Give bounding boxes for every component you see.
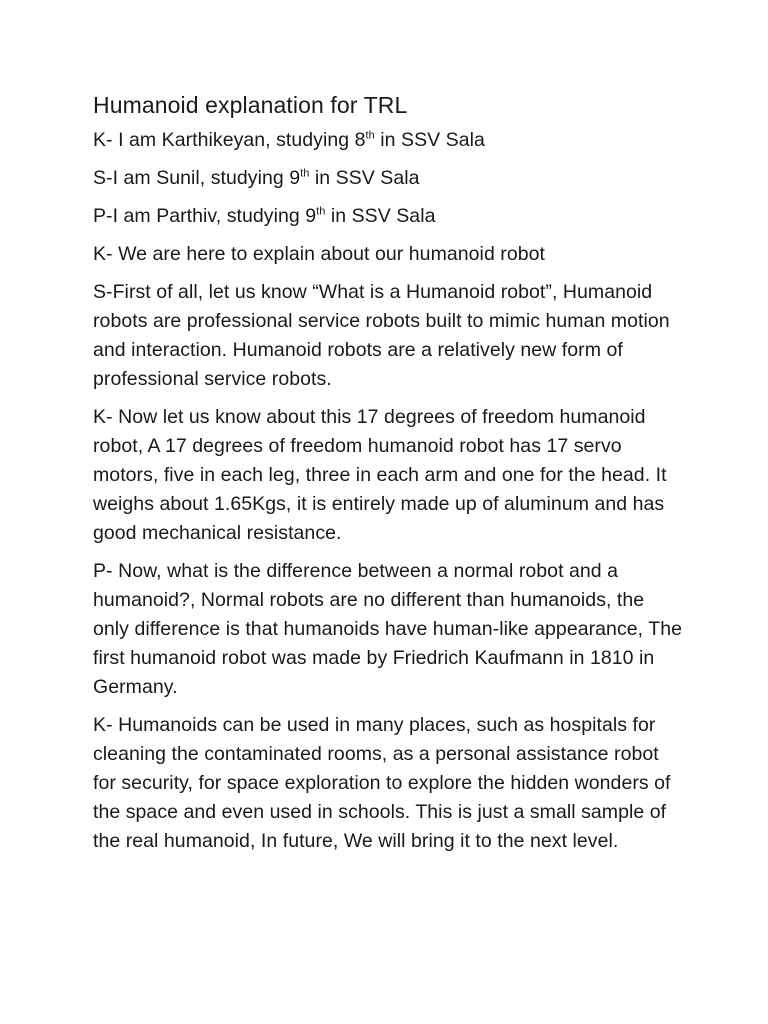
paragraph-definition: S-First of all, let us know “What is a Humanoid robot”, Humanoid robots are professional service robots built to mimic human motion and interaction. Humanoid robots are a relatively new form of professional service robots. [93,281,670,390]
intro-parthiv [93,202,683,231]
intro-school: in SSV Sala [374,129,485,151]
ordinal-suffix: th [300,167,310,180]
document-title: Humanoid explanation for TRL [93,92,408,118]
paragraph-difference: P- Now, what is the difference between a normal robot and a humanoid?, Normal robots are no different than humanoids, the only difference is that humanoids have human-like appearance, The first humanoid robot was made by Friedrich Kaufmann in 1810 in Germany. [93,560,682,698]
paragraph-purpose: K- We are here to explain about our humanoid robot [93,243,545,265]
ordinal-suffix: th [316,205,326,218]
intro-sunil [93,164,683,193]
intro-text: K- I am Karthikeyan, studying 8 [93,129,366,151]
document-page [93,88,683,865]
paragraph-uses: K- Humanoids can be used in many places, such as hospitals for cleaning the contaminated rooms, as a personal assistance robot for security, for space exploration to explore the hidden wonders of the space and even used in schools. This is just a small sample of the real humanoid, In future, We will bring it to the next level. [93,714,671,852]
ordinal-suffix: th [365,129,375,142]
intro-text: S-I am Sunil, studying 9 [93,167,301,189]
intro-karthikeyan [93,126,683,155]
paragraph-degrees-of-freedom: K- Now let us know about this 17 degrees of freedom humanoid robot, A 17 degrees of freedom humanoid robot has 17 servo motors, five in each leg, three in each arm and one for the head. It weighs about 1.65Kgs, it is entirely made up of aluminum and has good mechanical resistance. [93,406,667,544]
intro-text: P-I am Parthiv, studying 9 [93,205,317,227]
intro-school: in SSV Sala [309,167,420,189]
intro-school: in SSV Sala [325,205,436,227]
